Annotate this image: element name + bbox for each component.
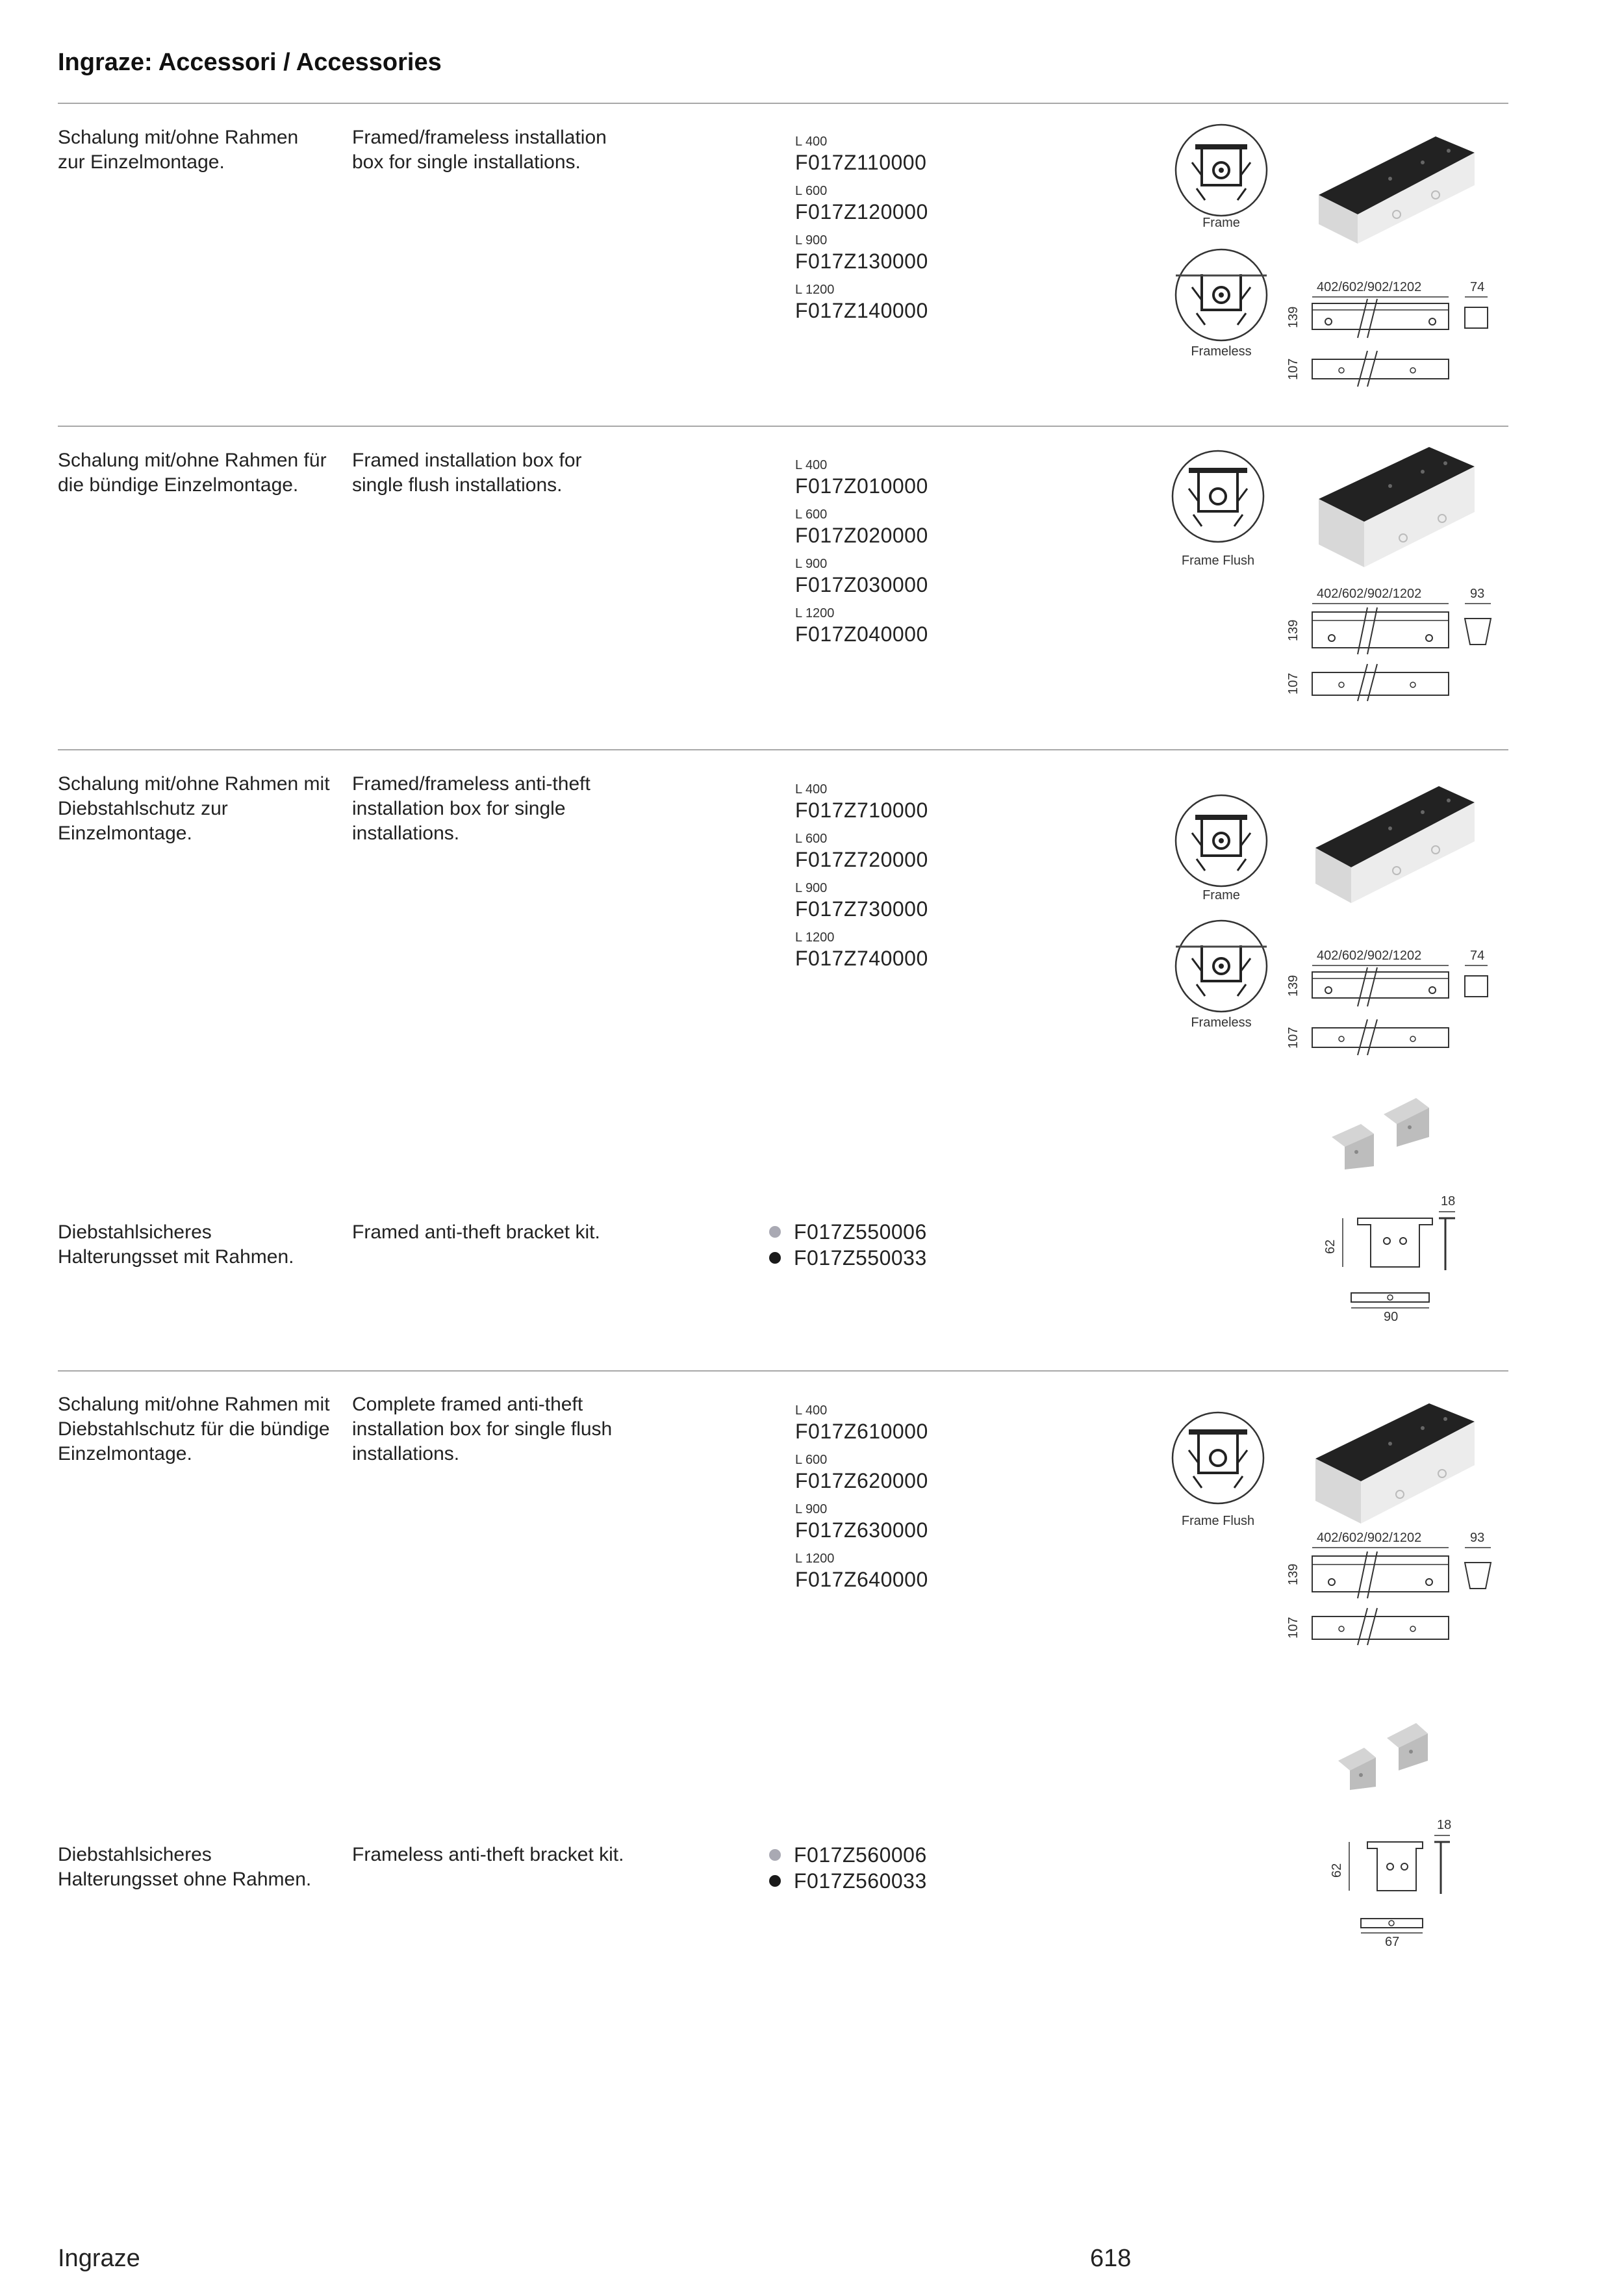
product-desc-en: Framed/frameless anti-theft installation box for single installations. — [352, 773, 590, 844]
grey-finish-swatch — [769, 1849, 781, 1861]
length-label: L 1200 — [795, 1552, 835, 1566]
detail-label: Frame — [1202, 888, 1240, 902]
product-code: F017Z020000 — [795, 524, 928, 547]
length-label: L 600 — [795, 184, 828, 198]
length-label: L 400 — [795, 782, 828, 797]
dim-height: 107 — [1286, 1027, 1300, 1049]
product-desc-en: Complete framed anti-theft installation box for single flush installations. — [352, 1394, 613, 1464]
dim-width: 93 — [1470, 587, 1485, 601]
detail-frameless — [1156, 919, 1286, 1033]
product-code-list — [795, 782, 990, 979]
dim-width: 67 — [1385, 1935, 1400, 1949]
length-label: L 900 — [795, 1502, 828, 1516]
technical-drawing — [1283, 945, 1497, 1062]
product-code: F017Z620000 — [795, 1469, 928, 1492]
detail-frame-flush — [1153, 1411, 1283, 1535]
finish-list — [769, 1219, 990, 1271]
product-code: F017Z120000 — [795, 200, 928, 224]
black-finish-swatch — [769, 1252, 781, 1264]
finish-row — [769, 1245, 990, 1271]
product-desc-en: Framed anti-theft bracket kit. — [352, 1221, 600, 1243]
product-render-image — [1306, 434, 1481, 574]
product-code-list — [795, 1403, 990, 1600]
product-code: F017Z610000 — [795, 1420, 928, 1443]
detail-label: Frameless — [1191, 1016, 1252, 1030]
detail-circle-icon — [1153, 450, 1283, 547]
product-code: F017Z740000 — [795, 947, 928, 970]
product-render-image — [1302, 1390, 1481, 1530]
product-code: F017Z630000 — [795, 1518, 928, 1542]
dim-height: 107 — [1286, 1616, 1300, 1639]
product-desc-de: Schalung mit/ohne Rahmen mit Diebstahlschutz zur Einzelmontage. — [58, 773, 330, 844]
product-code: F017Z040000 — [795, 622, 928, 646]
page-title: Ingraze: Accessori / Accessories — [58, 49, 442, 76]
product-code: F017Z130000 — [795, 249, 928, 273]
finish-list — [769, 1842, 990, 1894]
footer-product-name: Ingraze — [58, 2245, 140, 2272]
dim-length: 402/602/902/1202 — [1317, 280, 1422, 294]
dim-width: 93 — [1470, 1531, 1485, 1545]
section-divider — [58, 749, 1508, 750]
section-divider — [58, 1370, 1508, 1372]
dim-width: 74 — [1470, 280, 1485, 294]
dim-length: 402/602/902/1202 — [1317, 1531, 1422, 1545]
length-label: L 400 — [795, 1403, 828, 1418]
length-label: L 1200 — [795, 930, 835, 945]
dim-height: 107 — [1286, 672, 1300, 695]
technical-drawing — [1283, 583, 1497, 706]
dim-height: 139 — [1286, 306, 1300, 328]
product-code: F017Z730000 — [795, 897, 928, 921]
product-desc-en: Framed/frameless installation box for single installations. — [352, 127, 607, 173]
finish-row — [769, 1842, 990, 1868]
product-desc-de: Diebstahlsicheres Halterungsset ohne Rahmen. — [58, 1844, 312, 1890]
detail-circle-icon — [1156, 123, 1286, 221]
bracket-drawing — [1319, 1192, 1475, 1325]
length-label: L 900 — [795, 881, 828, 895]
product-code: F017Z720000 — [795, 848, 928, 871]
length-label: L 400 — [795, 134, 828, 149]
product-code: F017Z710000 — [795, 798, 928, 822]
product-desc-de: Diebstahlsicheres Halterungsset mit Rahmen. — [58, 1221, 294, 1268]
bracket-render-image — [1319, 1075, 1462, 1176]
product-desc-en: Frameless anti-theft bracket kit. — [352, 1844, 624, 1865]
section-divider — [58, 103, 1508, 104]
product-code: F017Z550006 — [794, 1220, 927, 1244]
detail-label: Frame Flush — [1181, 1514, 1255, 1528]
product-code: F017Z140000 — [795, 299, 928, 322]
product-render-image — [1306, 123, 1481, 250]
section-divider — [58, 426, 1508, 427]
dim-height: 62 — [1323, 1239, 1338, 1254]
dim-height: 62 — [1330, 1863, 1344, 1878]
dim-length: 402/602/902/1202 — [1317, 949, 1422, 963]
black-finish-swatch — [769, 1875, 781, 1887]
bracket-drawing — [1325, 1816, 1475, 1956]
detail-circle-icon — [1153, 1411, 1283, 1509]
page-number: 618 — [1090, 2245, 1132, 2272]
product-code: F017Z560006 — [794, 1843, 927, 1867]
technical-drawing — [1283, 1527, 1497, 1650]
dim-height: 139 — [1286, 619, 1300, 641]
length-label: L 600 — [795, 832, 828, 846]
product-code-list — [795, 134, 990, 331]
technical-drawing — [1283, 276, 1497, 393]
length-label: L 900 — [795, 233, 828, 248]
detail-label: Frame Flush — [1181, 554, 1255, 568]
product-code: F017Z030000 — [795, 573, 928, 596]
detail-circle-icon — [1156, 794, 1286, 891]
product-desc-de: Schalung mit/ohne Rahmen für die bündige Einzelmontage. — [58, 450, 327, 496]
dim-depth: 18 — [1437, 1818, 1452, 1832]
dim-length: 402/602/902/1202 — [1317, 587, 1422, 601]
finish-row — [769, 1868, 990, 1894]
finish-row — [769, 1219, 990, 1245]
length-label: L 1200 — [795, 283, 835, 297]
detail-circle-icon — [1156, 248, 1286, 346]
length-label: L 600 — [795, 1453, 828, 1467]
dim-depth: 18 — [1441, 1194, 1456, 1208]
product-desc-en: Framed installation box for single flush installations. — [352, 450, 582, 496]
dim-height: 139 — [1286, 1563, 1300, 1585]
detail-frameless — [1156, 248, 1286, 362]
length-label: L 900 — [795, 557, 828, 571]
detail-label: Frame — [1202, 216, 1240, 230]
dim-height: 139 — [1286, 975, 1300, 997]
product-code: F017Z110000 — [795, 151, 927, 174]
dim-height: 107 — [1286, 358, 1300, 380]
product-code: F017Z560033 — [794, 1869, 927, 1893]
product-desc-de: Schalung mit/ohne Rahmen mit Diebstahlschutz für die bündige Einzelmontage. — [58, 1394, 330, 1464]
bracket-render-image — [1325, 1696, 1455, 1796]
detail-frame-flush — [1153, 450, 1283, 573]
product-code: F017Z010000 — [795, 474, 928, 498]
length-label: L 400 — [795, 458, 828, 472]
product-code-list — [795, 457, 990, 655]
product-code: F017Z550033 — [794, 1246, 927, 1270]
grey-finish-swatch — [769, 1226, 781, 1238]
length-label: L 1200 — [795, 606, 835, 620]
detail-label: Frameless — [1191, 344, 1252, 359]
detail-circle-icon — [1156, 919, 1286, 1017]
dim-width: 74 — [1470, 949, 1485, 963]
length-label: L 600 — [795, 507, 828, 522]
dim-width: 90 — [1384, 1310, 1399, 1322]
product-render-image — [1299, 773, 1481, 913]
detail-frame — [1156, 794, 1286, 908]
detail-frame — [1156, 123, 1286, 234]
product-code: F017Z640000 — [795, 1568, 928, 1591]
product-desc-de: Schalung mit/ohne Rahmen zur Einzelmontage. — [58, 127, 299, 173]
